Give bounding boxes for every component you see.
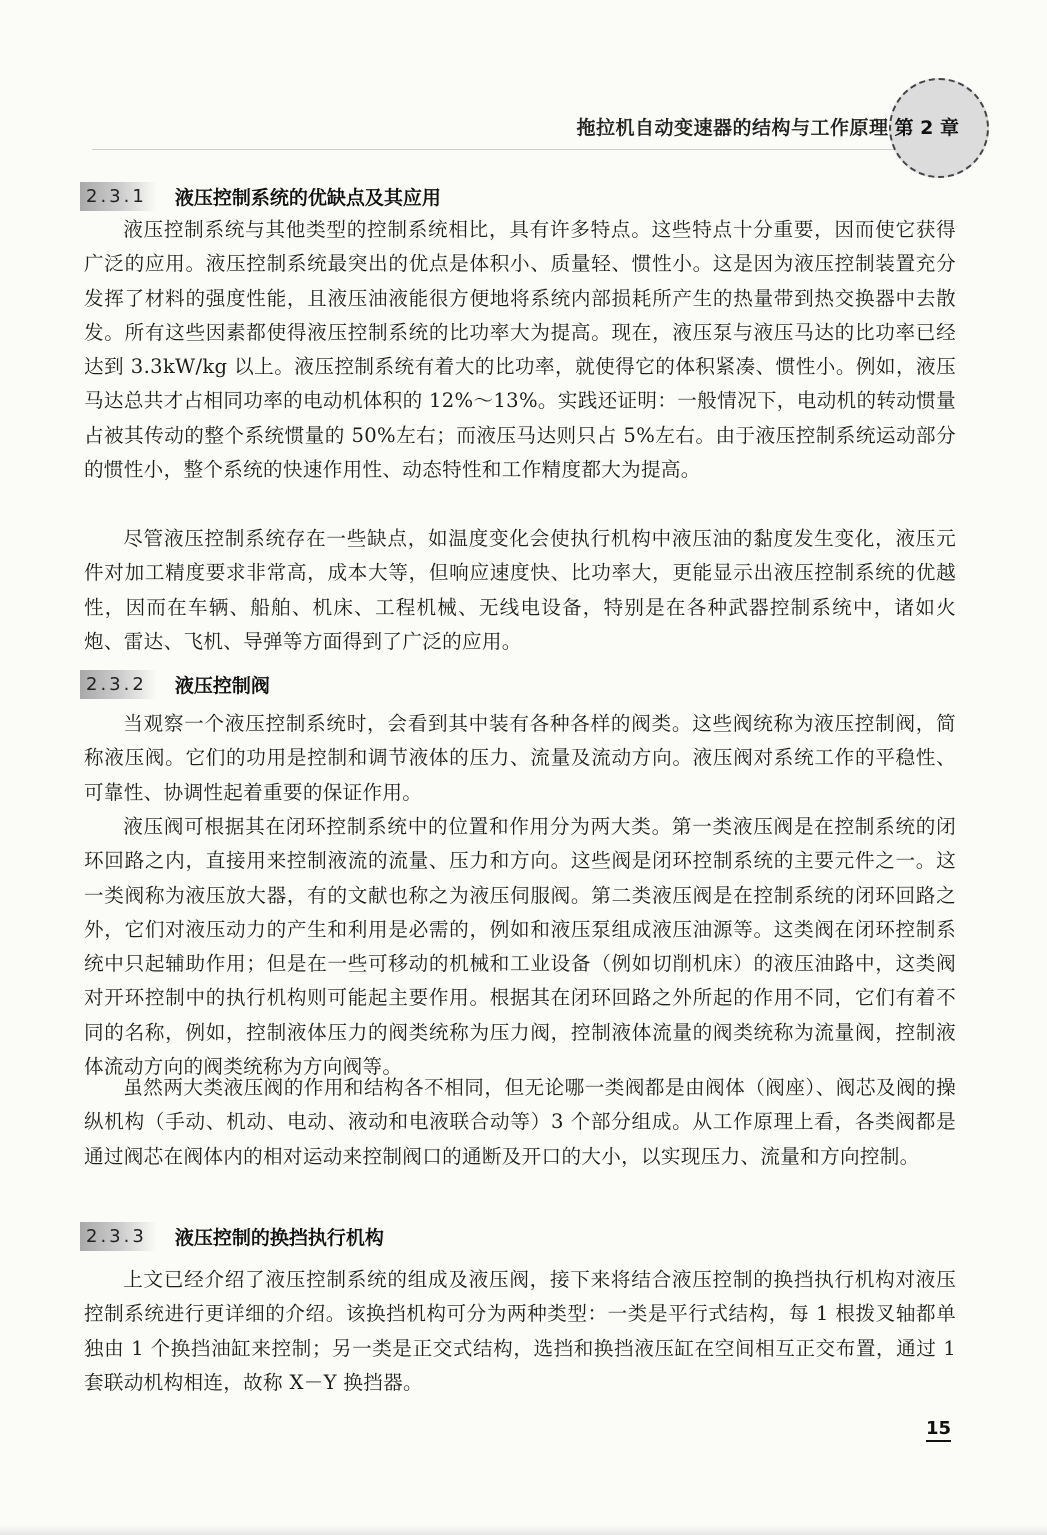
paragraph: 液压控制系统与其他类型的控制系统相比，具有许多特点。这些特点十分重要，因而使它获得广泛的应用。液压控制系统最突出的优点是体积小、质量轻、惯性小。这是因为液压控制装置充分发挥了材料的强度性能，且液压油液能很方便地将系统内部损耗所产生的热量带到热交换器中去散发。所有这些因素都使得液压控制系统的比功率大为提高。现在，液压泵与液压马达的比功率已经达到 3.3kW/kg 以上。液压控制系统有着大的比功率，就使得它的体积紧凑、惯性小。例如，液压马达总共才占相同功率的电动机体积的 12%～13%。实践还证明：一般情况下，电动机的转动惯量占被其传动的整个系统惯量的 50%左右；而液压马达则只占 5%左右。由于液压控制系统运动部分的惯性小，整个系统的快速作用性、动态特性和工作精度都大为提高。 [84, 218, 956, 482]
section-heading-2-3-1 [80, 179, 441, 213]
running-header [577, 108, 959, 144]
section-heading-2-3-2 [80, 667, 270, 701]
paragraph: 上文已经介绍了液压控制系统的组成及液压阀，接下来将结合液压控制的换挡执行机构对液压控制系统进行更详细的介绍。该换挡机构可分为两种类型：一类是平行式结构，每 1 根拨叉轴都单独由 1 个换挡油缸来控制；另一类是正交式结构，选挡和换挡液压缸在空间相互正交布置，通过 1 套联动机构相连，故称 X－Y 换挡器。 [84, 1268, 956, 1394]
section-number: 2.3.3 [80, 1222, 157, 1251]
section-heading-2-3-3 [80, 1219, 384, 1253]
paragraph: 虽然两大类液压阀的作用和结构各不相同，但无论哪一类阀都是由阀体（阀座）、阀芯及阀的操纵机构（手动、机动、电动、液动和电液联合动等）3 个部分组成。从工作原理上看，各类阀都是通过阀芯在阀体内的相对运动来控制阀口的通断及开口的大小，以实现压力、流量和方向控制。 [84, 1076, 956, 1168]
section-title: 液压控制的换挡执行机构 [174, 1226, 384, 1249]
paragraph: 尽管液压控制系统存在一些缺点，如温度变化会使执行机构中液压油的黏度发生变化，液压元件对加工精度要求非常高，成本大等，但响应速度快、比功率大，更能显示出液压控制系统的优越性，因而在车辆、船舶、机床、工程机械、无线电设备，特别是在各种武器控制系统中，诸如火炮、雷达、飞机、导弹等方面得到了广泛的应用。 [84, 527, 956, 653]
chapter-label: 第 2 章 [894, 116, 959, 139]
paragraph: 液压阀可根据其在闭环控制系统中的位置和作用分为两大类。第一类液压阀是在控制系统的闭环回路之内，直接用来控制液流的流量、压力和方向。这些阀是闭环控制系统的主要元件之一。这一类阀称为液压放大器，有的文献也称之为液压伺服阀。第二类液压阀是在控制系统的闭环回路之外，它们对液压动力的产生和利用是必需的，例如和液压泵组成液压油源等。这类阀在闭环控制系统中只起辅助作用；但是在一些可移动的机械和工业设备（例如切削机床）的液压油路中，这类阀对开环控制中的执行机构则可能起主要作用。根据其在闭环回路之外所起的作用不同，它们有着不同的名称，例如，控制液体压力的阀类统称为压力阀，控制液体流量的阀类统称为流量阀，控制液体流动方向的阀类统称为方向阀等。 [84, 815, 956, 1079]
paragraph: 当观察一个液压控制系统时，会看到其中装有各种各样的阀类。这些阀统称为液压控制阀，简称液压阀。它们的功用是控制和调节液体的压力、流量及流动方向。液压阀对系统工作的平稳性、可靠性、协调性起着重要的保证作用。 [84, 712, 956, 804]
page-number: 15 [926, 1418, 951, 1442]
section-title: 液压控制系统的优缺点及其应用 [174, 186, 441, 209]
header-rule [92, 149, 897, 150]
scan-edge-shadow [0, 1525, 1047, 1535]
running-header-title: 拖拉机自动变速器的结构与工作原理 [576, 116, 889, 139]
section-title: 液压控制阀 [174, 674, 270, 697]
section-number: 2.3.2 [80, 670, 157, 699]
section-number: 2.3.1 [80, 182, 157, 211]
